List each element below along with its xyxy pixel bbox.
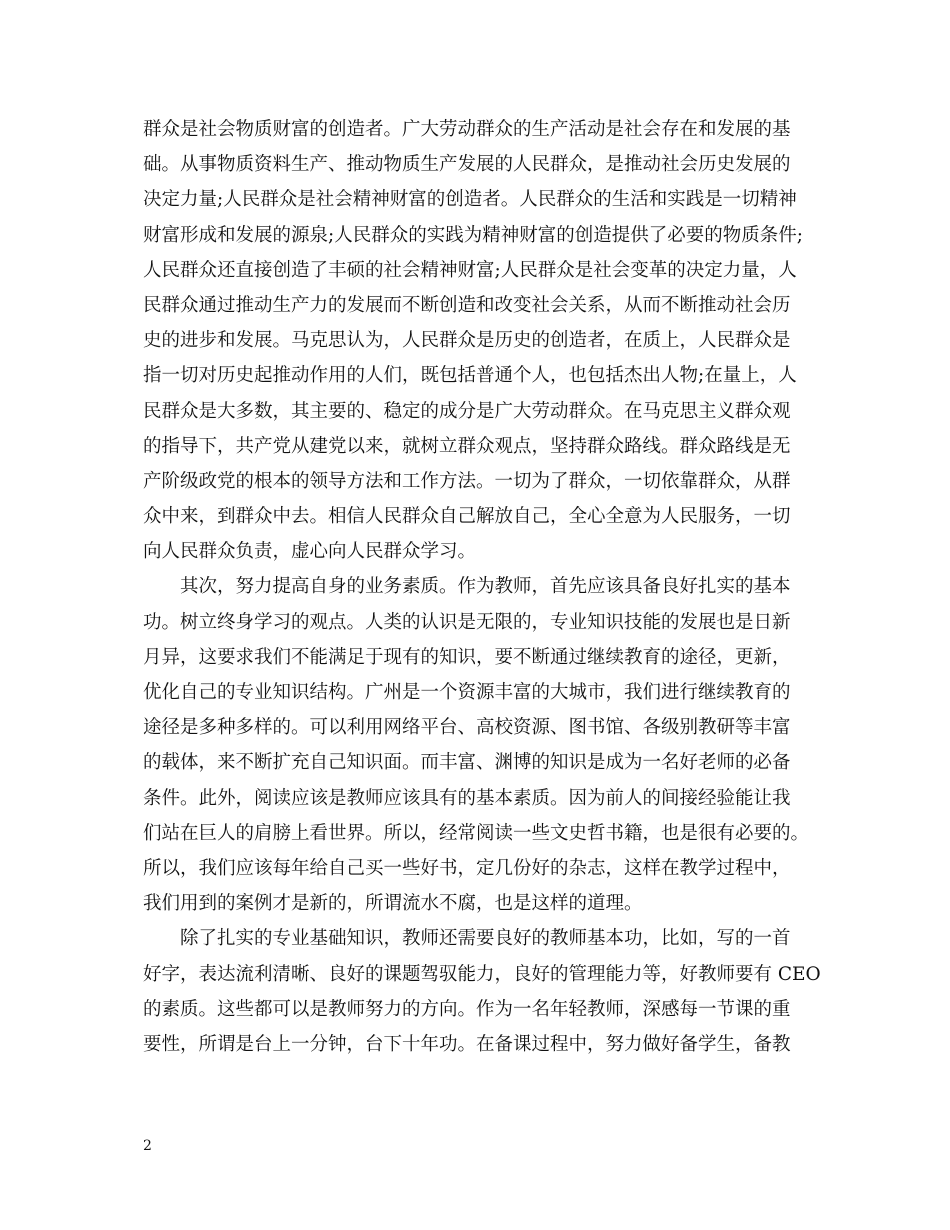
text-line: 们站在巨人的肩膀上看世界。所以，经常阅读一些文史哲书籍，也是很有必要的。 xyxy=(143,822,810,844)
text-line: 的素质。这些都可以是教师努力的方向。作为一名年轻教师，深感每一节课的重 xyxy=(143,998,791,1020)
text-line: 群众是社会物质财富的创造者。广大劳动群众的生产活动是社会存在和发展的基 xyxy=(143,119,791,140)
text-line: 产阶级政党的根本的领导方法和工作方法。一切为了群众，一切依靠群众，从群 xyxy=(143,470,791,492)
text-line: 人民群众还直接创造了丰硕的社会精神财富;人民群众是社会变革的决定力量，人 xyxy=(143,259,797,281)
text-line: 的指导下，共产党从建党以来，就树立群众观点，坚持群众路线。群众路线是无 xyxy=(143,435,791,457)
text-line: 优化自己的专业知识结构。广州是一个资源丰富的大城市，我们进行继续教育的 xyxy=(143,682,791,703)
text-line: 民群众是大多数，其主要的、稳定的成分是广大劳动群众。在马克思主义群众观 xyxy=(143,400,791,422)
paragraph-first-line: 除了扎实的专业基础知识，教师还需要良好的教师基本功，比如，写的一首 xyxy=(180,928,791,950)
text-line: 好字，表达流利清晰、良好的课题驾驭能力，良好的管理能力等，好教师要有 CEO xyxy=(143,963,821,985)
text-line: 途径是多种多样的。可以利用网络平台、高校资源、图书馆、各级别教研等丰富 xyxy=(143,717,791,739)
text-line: 础。从事物质资料生产、推动物质生产发展的人民群众，是推动社会历史发展的 xyxy=(143,154,791,176)
text-line: 所以，我们应该每年给自己买一些好书，定几份好的杂志，这样在教学过程中， xyxy=(143,857,791,879)
text-line: 条件。此外，阅读应该是教师应该具有的基本素质。因为前人的间接经验能让我 xyxy=(143,787,791,809)
paragraph-first-line: 其次，努力提高自身的业务素质。作为教师，首先应该具备良好扎实的基本 xyxy=(180,576,791,598)
text-line: 的载体，来不断扩充自己知识面。而丰富、渊博的知识是成为一名好老师的必备 xyxy=(143,752,791,774)
text-line: 财富形成和发展的源泉;人民群众的实践为精神财富的创造提供了必要的物质条件; xyxy=(143,224,803,246)
text-line: 功。树立终身学习的观点。人类的认识是无限的，专业知识技能的发展也是日新 xyxy=(143,611,791,633)
text-line: 史的进步和发展。马克思认为，人民群众是历史的创造者，在质上，人民群众是 xyxy=(143,330,791,352)
text-line: 众中来，到群众中去。相信人民群众自己解放自己，全心全意为人民服务，一切 xyxy=(143,506,791,528)
body-text xyxy=(143,112,821,1062)
text-line: 我们用到的案例才是新的，所谓流水不腐，也是这样的道理。 xyxy=(143,893,643,915)
text-line: 决定力量;人民群众是社会精神财富的创造者。人民群众的生活和实践是一切精神 xyxy=(143,189,797,211)
text-line: 民群众通过推动生产力的发展而不断创造和改变社会关系，从而不断推动社会历 xyxy=(143,294,791,316)
text-line: 要性，所谓是台上一分钟，台下十年功。在备课过程中，努力做好备学生，备教 xyxy=(143,1033,791,1055)
text-line: 向人民群众负责，虚心向人民群众学习。 xyxy=(143,541,477,563)
text-line: 月异，这要求我们不能满足于现有的知识，要不断通过继续教育的途径，更新， xyxy=(143,646,791,668)
text-line: 指一切对历史起推动作用的人们，既包括普通个人，也包括杰出人物;在量上，人 xyxy=(143,365,797,387)
page-number: 2 xyxy=(143,1138,152,1154)
